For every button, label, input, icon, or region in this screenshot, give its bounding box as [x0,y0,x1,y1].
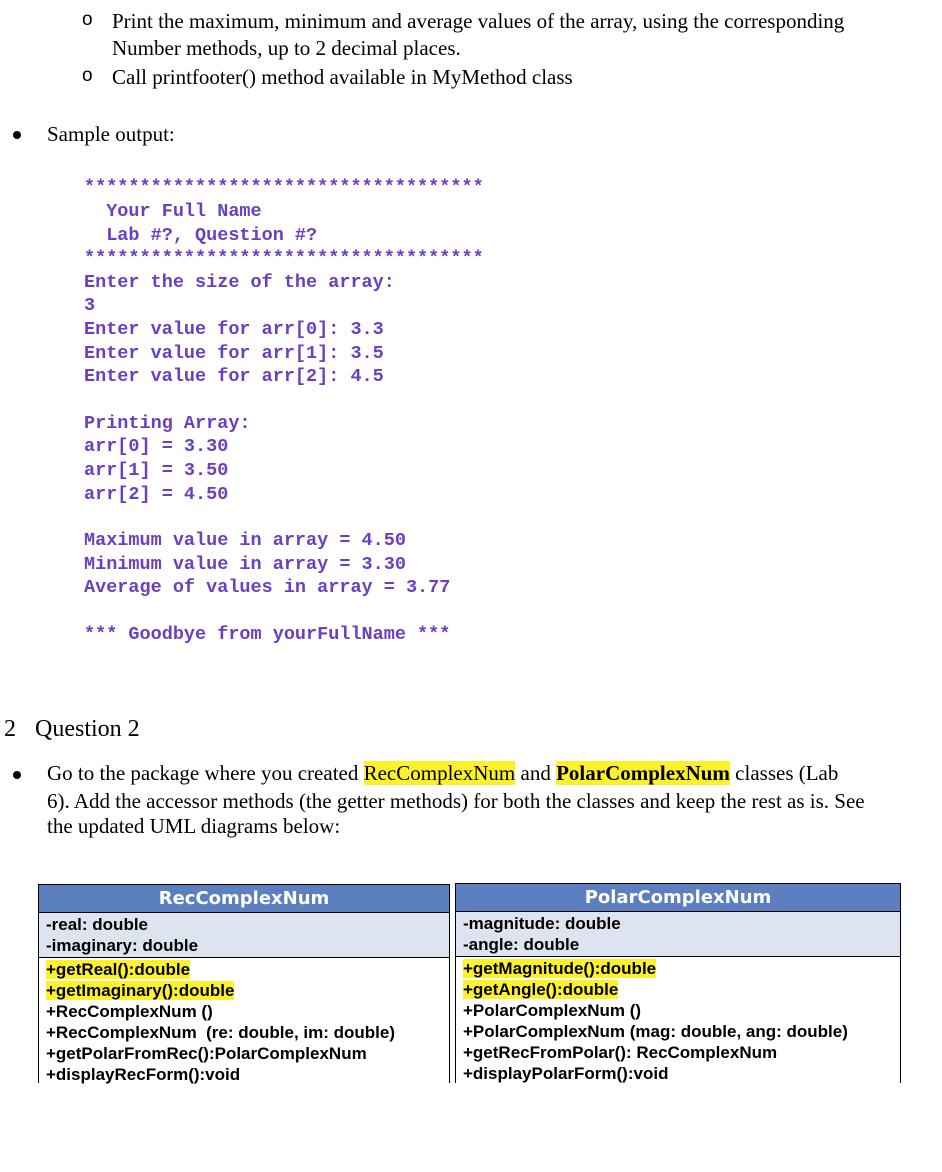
console-line: Printing Array: [84,413,251,434]
console-line: ************************************ [84,248,484,269]
uml-attributes [39,913,449,958]
uml-class-name: PolarComplexNum [456,884,900,912]
uml-attributes [456,912,900,957]
class-name-highlight: PolarComplexNum [556,761,730,785]
instruction-text: and [520,761,551,785]
console-line: Enter value for arr[2]: 4.5 [84,366,384,387]
uml-class-rec [38,884,450,1083]
uml-method: +getImaginary():double [46,981,235,1000]
uml-method: +getAngle():double [463,980,619,999]
console-line: Maximum value in array = 4.50 [84,530,406,551]
uml-method: +getRecFromPolar(): RecComplexNum [463,1043,778,1062]
instruction-text: Go to the package where you created [47,761,359,785]
class-name-highlight: RecComplexNum [363,761,516,785]
sub-bullet-marker: o [82,65,93,86]
uml-method: +PolarComplexNum (mag: double, ang: double) [463,1022,848,1041]
console-line: arr[2] = 4.50 [84,484,229,505]
instruction-line-3: the updated UML diagrams below: [47,814,341,838]
instruction-line-2: 6). Add the accessor methods (the getter methods) for both the classes and keep the rest as is. See [47,789,865,813]
console-line: arr[0] = 3.30 [84,436,229,457]
console-line: arr[1] = 3.50 [84,460,229,481]
uml-method: +getReal():double [46,960,191,979]
console-line: *** Goodbye from yourFullName *** [84,624,451,645]
section-heading [4,714,140,744]
uml-method: +getPolarFromRec():PolarComplexNum [46,1044,367,1063]
uml-methods [456,957,900,1085]
uml-class-name: RecComplexNum [39,885,449,913]
console-line: Minimum value in array = 3.30 [84,554,406,575]
uml-methods [39,958,449,1086]
uml-method: +displayPolarForm():void [463,1064,669,1083]
console-line: Average of values in array = 3.77 [84,577,451,598]
console-line: 3 [84,295,96,316]
console-line: Enter value for arr[0]: 3.3 [84,319,384,340]
sub-bullet-text-1: Print the maximum, minimum and average values of the array, using the corresponding [112,9,845,33]
console-line: Enter value for arr[1]: 3.5 [84,343,384,364]
uml-attribute: -real: double [46,915,149,934]
uml-attribute: -imaginary: double [46,936,199,955]
uml-class-polar [455,883,901,1083]
section-number: 2 [4,716,16,742]
uml-method: +RecComplexNum (re: double, im: double) [46,1023,396,1042]
uml-method: +RecComplexNum () [46,1002,213,1021]
console-line: Your Full Name [84,201,262,222]
sample-output-label: Sample output: [47,122,175,146]
section-title: Question 2 [35,716,140,742]
bullet-marker [13,131,21,139]
uml-attribute: -angle: double [463,935,580,954]
uml-method: +displayRecForm():void [46,1065,241,1084]
console-line: Lab #?, Question #? [84,225,318,246]
console-line: ************************************ [84,177,484,198]
uml-method: +PolarComplexNum () [463,1001,642,1020]
sub-bullet-text-2: Call printfooter() method available in MyMethod class [112,65,573,89]
sub-bullet-text-1-cont: Number methods, up to 2 decimal places. [112,36,461,60]
instruction-text: classes (Lab [735,761,839,785]
bullet-marker [13,771,21,779]
console-line: Enter the size of the array: [84,272,395,293]
uml-method: +getMagnitude():double [463,959,657,978]
sub-bullet-marker: o [82,9,93,30]
uml-attribute: -magnitude: double [463,914,621,933]
instruction-line-1 [47,760,838,787]
